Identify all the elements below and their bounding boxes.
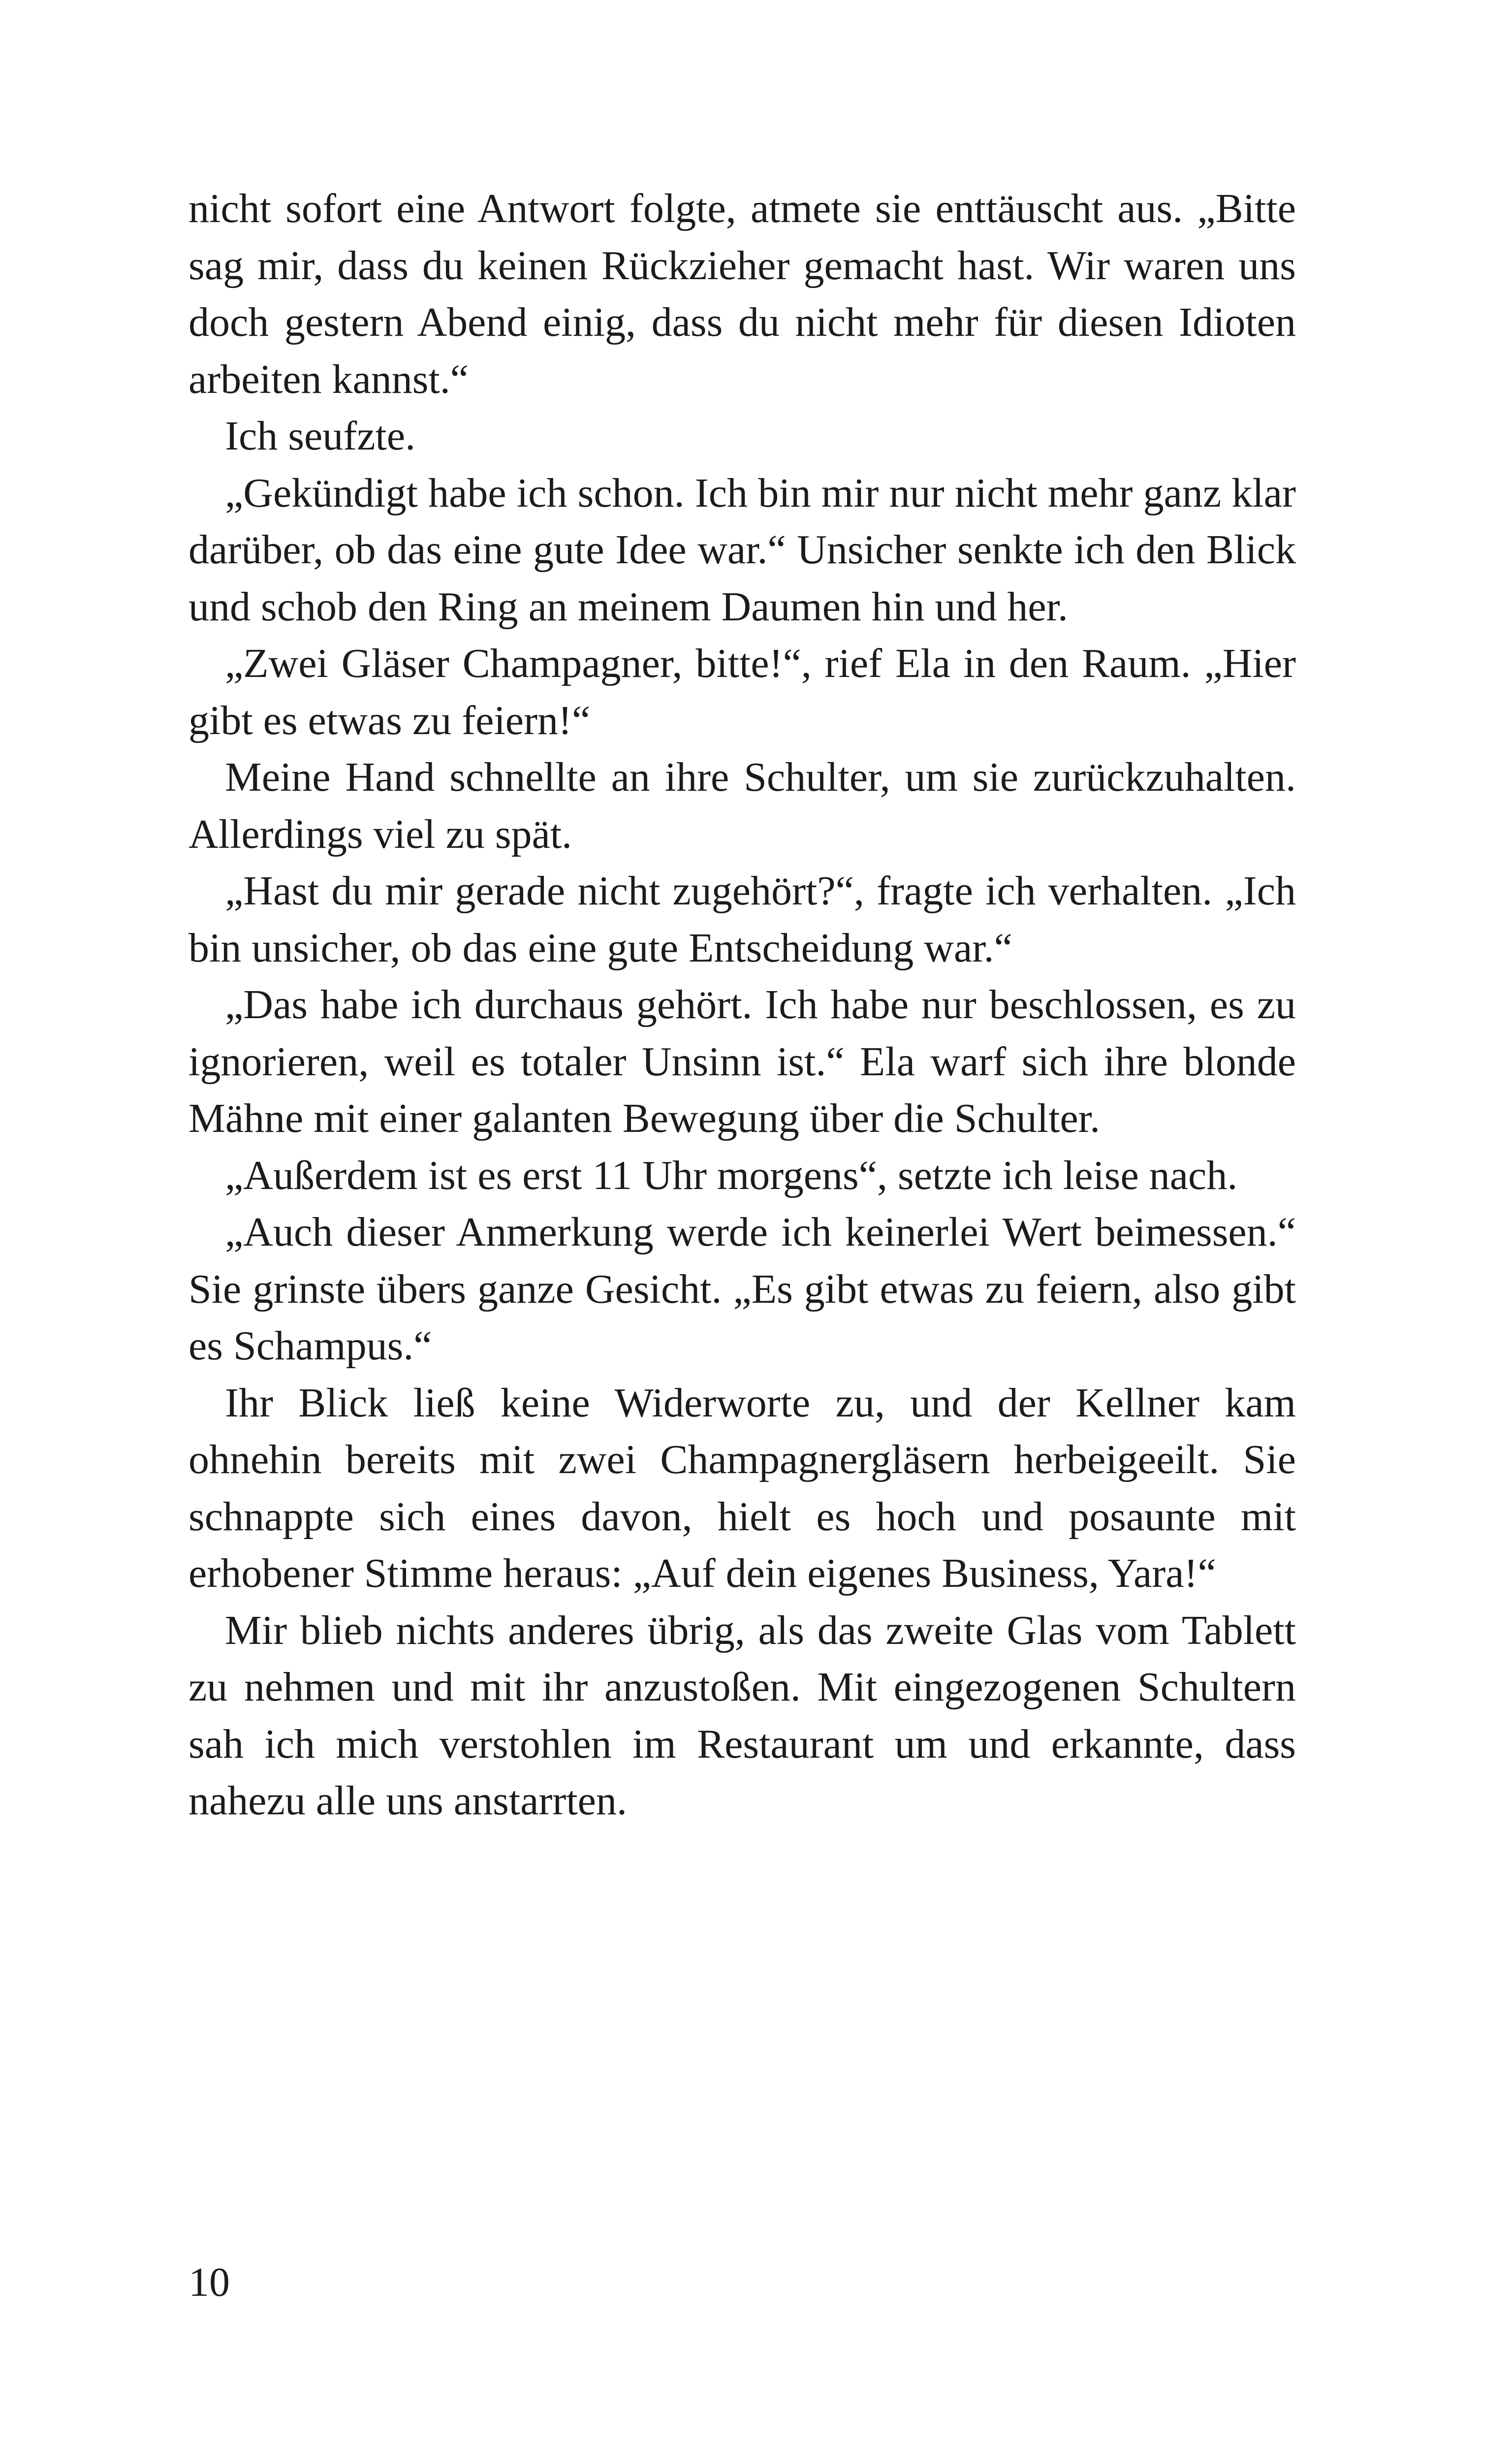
paragraph: „Das habe ich durchaus gehört. Ich habe nur beschlossen, es zu ignorieren, weil es totaler Unsinn ist.“ Ela warf sich ihre blonde Mähne mit einer galanten Bewegung über die Schulter. <box>189 982 1296 1141</box>
paragraph: Meine Hand schnellte an ihre Schulter, um sie zurückzuhalten. Allerdings viel zu spät. <box>189 754 1296 857</box>
paragraph: „Gekündigt habe ich schon. Ich bin mir nur nicht mehr ganz klar darüber, ob das eine gute Idee war.“ Unsicher senkte ich den Blick und schob den Ring an meinem Daumen hin und her. <box>189 470 1296 630</box>
paragraph: Ich seufzte. <box>225 413 416 459</box>
paragraph: Ihr Blick ließ keine Widerworte zu, und der Kellner kam ohnehin bereits mit zwei Champagnergläsern herbeigeeilt. Sie schnappte sich eines davon, hielt es hoch und posaunte mit erhobener Stimme heraus: „Auf dein eigenes Business, Yara!“ <box>189 1380 1296 1596</box>
paragraph: „Zwei Gläser Champagner, bitte!“, rief Ela in den Raum. „Hier gibt es etwas zu feiern!“ <box>189 641 1296 743</box>
paragraph: Mir blieb nichts anderes übrig, als das zweite Glas vom Tablett zu nehmen und mit ihr anzustoßen. Mit eingezogenen Schultern sah ich mich verstohlen im Restaurant um und erkannte, dass nahezu alle uns anstarrten. <box>189 1607 1296 1824</box>
paragraph: „Hast du mir gerade nicht zugehört?“, fragte ich verhalten. „Ich bin unsicher, ob das eine gute Entscheidung war.“ <box>189 868 1296 971</box>
paragraph: „Auch dieser Anmerkung werde ich keinerlei Wert beimessen.“ Sie grinste übers ganze Gesicht. „Es gibt etwas zu feiern, also gibt es Schampus.“ <box>189 1209 1296 1369</box>
paragraph: „Außerdem ist es erst 11 Uhr morgens“, setzte ich leise nach. <box>225 1152 1238 1198</box>
body-text <box>189 180 1296 1830</box>
paragraph: nicht sofort eine Antwort folgte, atmete sie enttäuscht aus. „Bitte sag mir, dass du keinen Rückzieher gemacht hast. Wir waren uns doch gestern Abend einig, dass du nicht mehr für diesen Idioten arbeiten kannst.“ <box>189 186 1296 402</box>
page-number: 10 <box>189 2259 230 2305</box>
